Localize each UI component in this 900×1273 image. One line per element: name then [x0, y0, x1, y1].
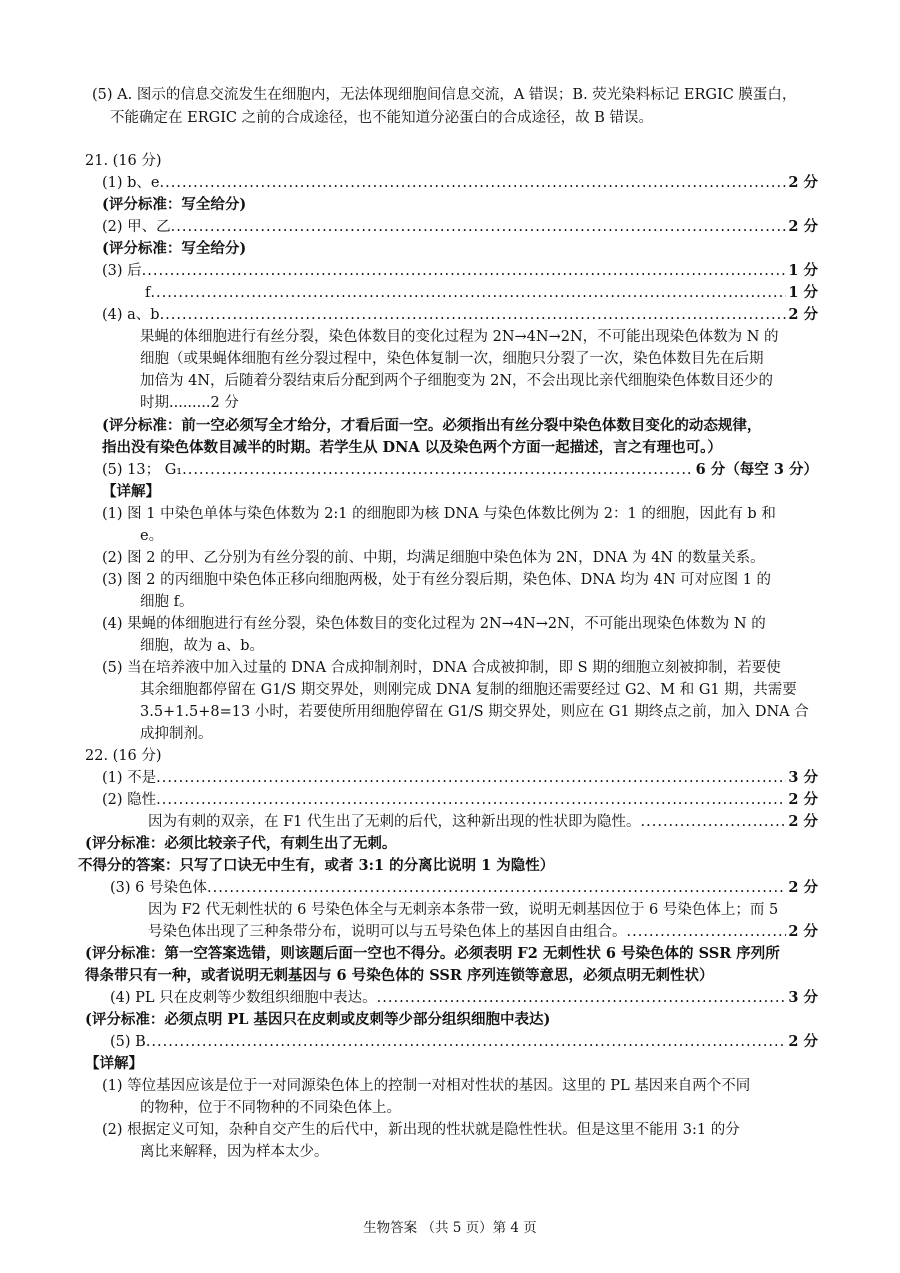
q22-criteria-3: (评分标准：第一空答案选错，则该题后面一空也不得分。必须表明 F2 无刺性状 6 号染色体的 SSR 序列所	[85, 945, 780, 962]
q22-detail-item: 离比来解释，因为样本太少。	[140, 1144, 329, 1160]
q22-answer-3-score: 2 分	[788, 879, 818, 896]
q22-answer-2	[102, 789, 818, 811]
q21-answer-3b	[145, 282, 818, 304]
q22-answer-4-score: 3 分	[788, 989, 818, 1006]
q21-answer-4-text: 细胞（或果蝇体细胞有丝分裂过程中，染色体复制一次，细胞只分裂了一次，染色体数目先在后期	[140, 351, 764, 367]
q21-detail-item: (5) 当在培养液中加入过量的 DNA 合成抑制剂时，DNA 合成被抑制，即 S 期的细胞立刻被抑制，若要使	[102, 660, 781, 676]
q21-answer-4	[102, 304, 818, 326]
q21-detail-item: 其余细胞都停留在 G1/S 期交界处，则刚完成 DNA 复制的细胞还需要经过 G2、M 和 G1 期，共需要	[140, 682, 797, 698]
q21-answer-3b-score: 1 分	[788, 284, 818, 301]
q21-detail-item: (3) 图 2 的丙细胞中染色体正移向细胞两极，处于有丝分裂后期，染色体、DNA 均为 4N 可对应图 1 的	[102, 572, 772, 588]
q21-answer-4-text: 时期.........2 分	[140, 395, 239, 411]
q21-title: 21. (16 分)	[85, 153, 162, 169]
q22-answer-3-text2	[148, 921, 818, 943]
q21-criteria-1: (评分标准：写全给分)	[102, 196, 247, 213]
q22-answer-5-score: 2 分	[788, 1033, 818, 1050]
q21-detail-item: 成抑制剂。	[140, 726, 213, 742]
q21-detail-title: 【详解】	[102, 483, 160, 500]
q22-criteria-4: (评分标准：必须点明 PL 基因只在皮刺或皮刺等少部分组织细胞中表达)	[85, 1011, 551, 1028]
q22-no-score-answer: 不得分的答案：只写了口诀无中生有，或者 3:1 的分离比说明 1 为隐性）	[78, 857, 555, 874]
q22-criteria-2: (评分标准：必须比较亲子代，有刺生出了无刺。	[85, 835, 397, 852]
q22-answer-2-score: 2 分	[788, 791, 818, 808]
q22-answer-2-reason-score: 2 分	[788, 813, 818, 830]
q21-answer-1	[102, 172, 818, 194]
q22-answer-3-text2-label: 号染色体出现了三种条带分布，说明可以与五号染色体上的基因自由组合。	[148, 924, 627, 940]
q21-answer-4-text: 果蝇的体细胞进行有丝分裂，染色体数目的变化过程为 2N→4N→2N，不可能出现染色体数为 N 的	[140, 329, 779, 345]
q22-detail-title: 【详解】	[85, 1055, 143, 1072]
q21-answer-2-label: (2) 甲、乙	[102, 219, 171, 235]
q21-answer-2-score: 2 分	[788, 218, 818, 235]
q22-answer-1	[102, 767, 818, 789]
q22-title: 22. (16 分)	[85, 748, 162, 764]
q20-5-line2: 不能确定在 ERGIC 之前的合成途径，也不能知道分泌蛋白的合成途径，故 B 错误。	[110, 110, 653, 126]
q22-answer-1-label: (1) 不是	[102, 770, 157, 786]
q21-answer-5	[102, 459, 818, 481]
q21-detail-item: e。	[140, 528, 164, 544]
q22-detail-item: 的物种，位于不同物种的不同染色体上。	[140, 1100, 401, 1116]
q22-answer-1-score: 3 分	[788, 769, 818, 786]
q22-answer-4	[110, 987, 818, 1009]
q21-answer-1-label: (1) b、e	[102, 175, 160, 191]
page-footer: 生物答案 （共 5 页）第 4 页	[363, 1220, 537, 1236]
q21-detail-item: 细胞 f。	[140, 594, 194, 610]
q21-detail-item: 3.5+1.5+8=13 小时，若要使所用细胞停留在 G1/S 期交界处，则应在 G1 期终点之前，加入 DNA 合	[140, 704, 809, 720]
q22-criteria-3: 得条带只有一种，或者说明无刺基因与 6 号染色体的 SSR 序列连锁等意思，必须点明无刺性状）	[85, 967, 714, 984]
q22-answer-3-text2-score: 2 分	[788, 923, 818, 940]
q21-answer-2	[102, 216, 818, 238]
q22-answer-3	[110, 877, 818, 899]
q21-answer-3a	[102, 260, 818, 282]
q21-answer-3a-score: 1 分	[788, 262, 818, 279]
q21-criteria-4: (评分标准：前一空必须写全才给分，才看后面一空。必须指出有丝分裂中染色体数目变化的动态规律，	[102, 417, 762, 434]
q22-answer-4-label: (4) PL 只在皮刺等少数组织细胞中表达。	[110, 990, 377, 1006]
q21-answer-4-score: 2 分	[788, 306, 818, 323]
q21-answer-4-label: (4) a、b	[102, 307, 160, 323]
q21-detail-item: (4) 果蝇的体细胞进行有丝分裂，染色体数目的变化过程为 2N→4N→2N，不可能出现染色体数为 N 的	[102, 616, 766, 632]
q21-answer-3b-label: f	[145, 285, 151, 301]
q21-detail-item: (2) 图 2 的甲、乙分别为有丝分裂的前、中期，均满足细胞中染色体为 2N，DNA 为 4N 的数量关系。	[102, 550, 765, 566]
q20-5-line1: (5) A. 图示的信息交流发生在细胞内，无法体现细胞间信息交流，A 错误；B. 荧光染料标记 ERGIC 膜蛋白，	[92, 87, 797, 103]
q22-detail-item: (1) 等位基因应该是位于一对同源染色体上的控制一对相对性状的基因。这里的 PL 基因来自两个不同	[102, 1078, 751, 1094]
q22-answer-2-reason-text: 因为有刺的双亲，在 F1 代生出了无刺的后代，这种新出现的性状即为隐性。	[148, 814, 641, 830]
q22-answer-2-reason	[148, 811, 818, 833]
q22-answer-3-label: (3) 6 号染色体	[110, 880, 207, 896]
q21-answer-5-score: 6 分（每空 3 分）	[695, 461, 818, 478]
q22-answer-2-label: (2) 隐性	[102, 792, 157, 808]
q21-criteria-4: 指出没有染色体数目减半的时期。若学生从 DNA 以及染色两个方面一起描述，言之有理也可。）	[102, 439, 722, 456]
q22-detail-item: (2) 根据定义可知，杂种自交产生的后代中，新出现的性状就是隐性性状。但是这里不能用 3:1 的分	[102, 1122, 740, 1138]
q21-criteria-2: (评分标准：写全给分)	[102, 240, 247, 257]
q22-answer-5	[110, 1031, 818, 1053]
q21-answer-5-label: (5) 13； G₁	[102, 462, 183, 478]
q21-detail-item: 细胞，故为 a、b。	[140, 638, 265, 654]
q21-detail-item: (1) 图 1 中染色单体与染色体数为 2:1 的细胞即为核 DNA 与染色体数比例为 2：1 的细胞，因此有 b 和	[102, 506, 776, 522]
q22-answer-3-text: 因为 F2 代无刺性状的 6 号染色体全与无刺亲本条带一致，说明无刺基因位于 6 号染色体上；而 5	[148, 902, 779, 918]
q21-answer-3a-label: (3) 后	[102, 263, 142, 279]
q22-answer-5-label: (5) B	[110, 1034, 146, 1050]
q21-answer-4-text: 加倍为 4N，后随着分裂结束后分配到两个子细胞变为 2N，不会出现比亲代细胞染色体数目还少的	[140, 373, 774, 389]
q21-answer-1-score: 2 分	[788, 174, 818, 191]
